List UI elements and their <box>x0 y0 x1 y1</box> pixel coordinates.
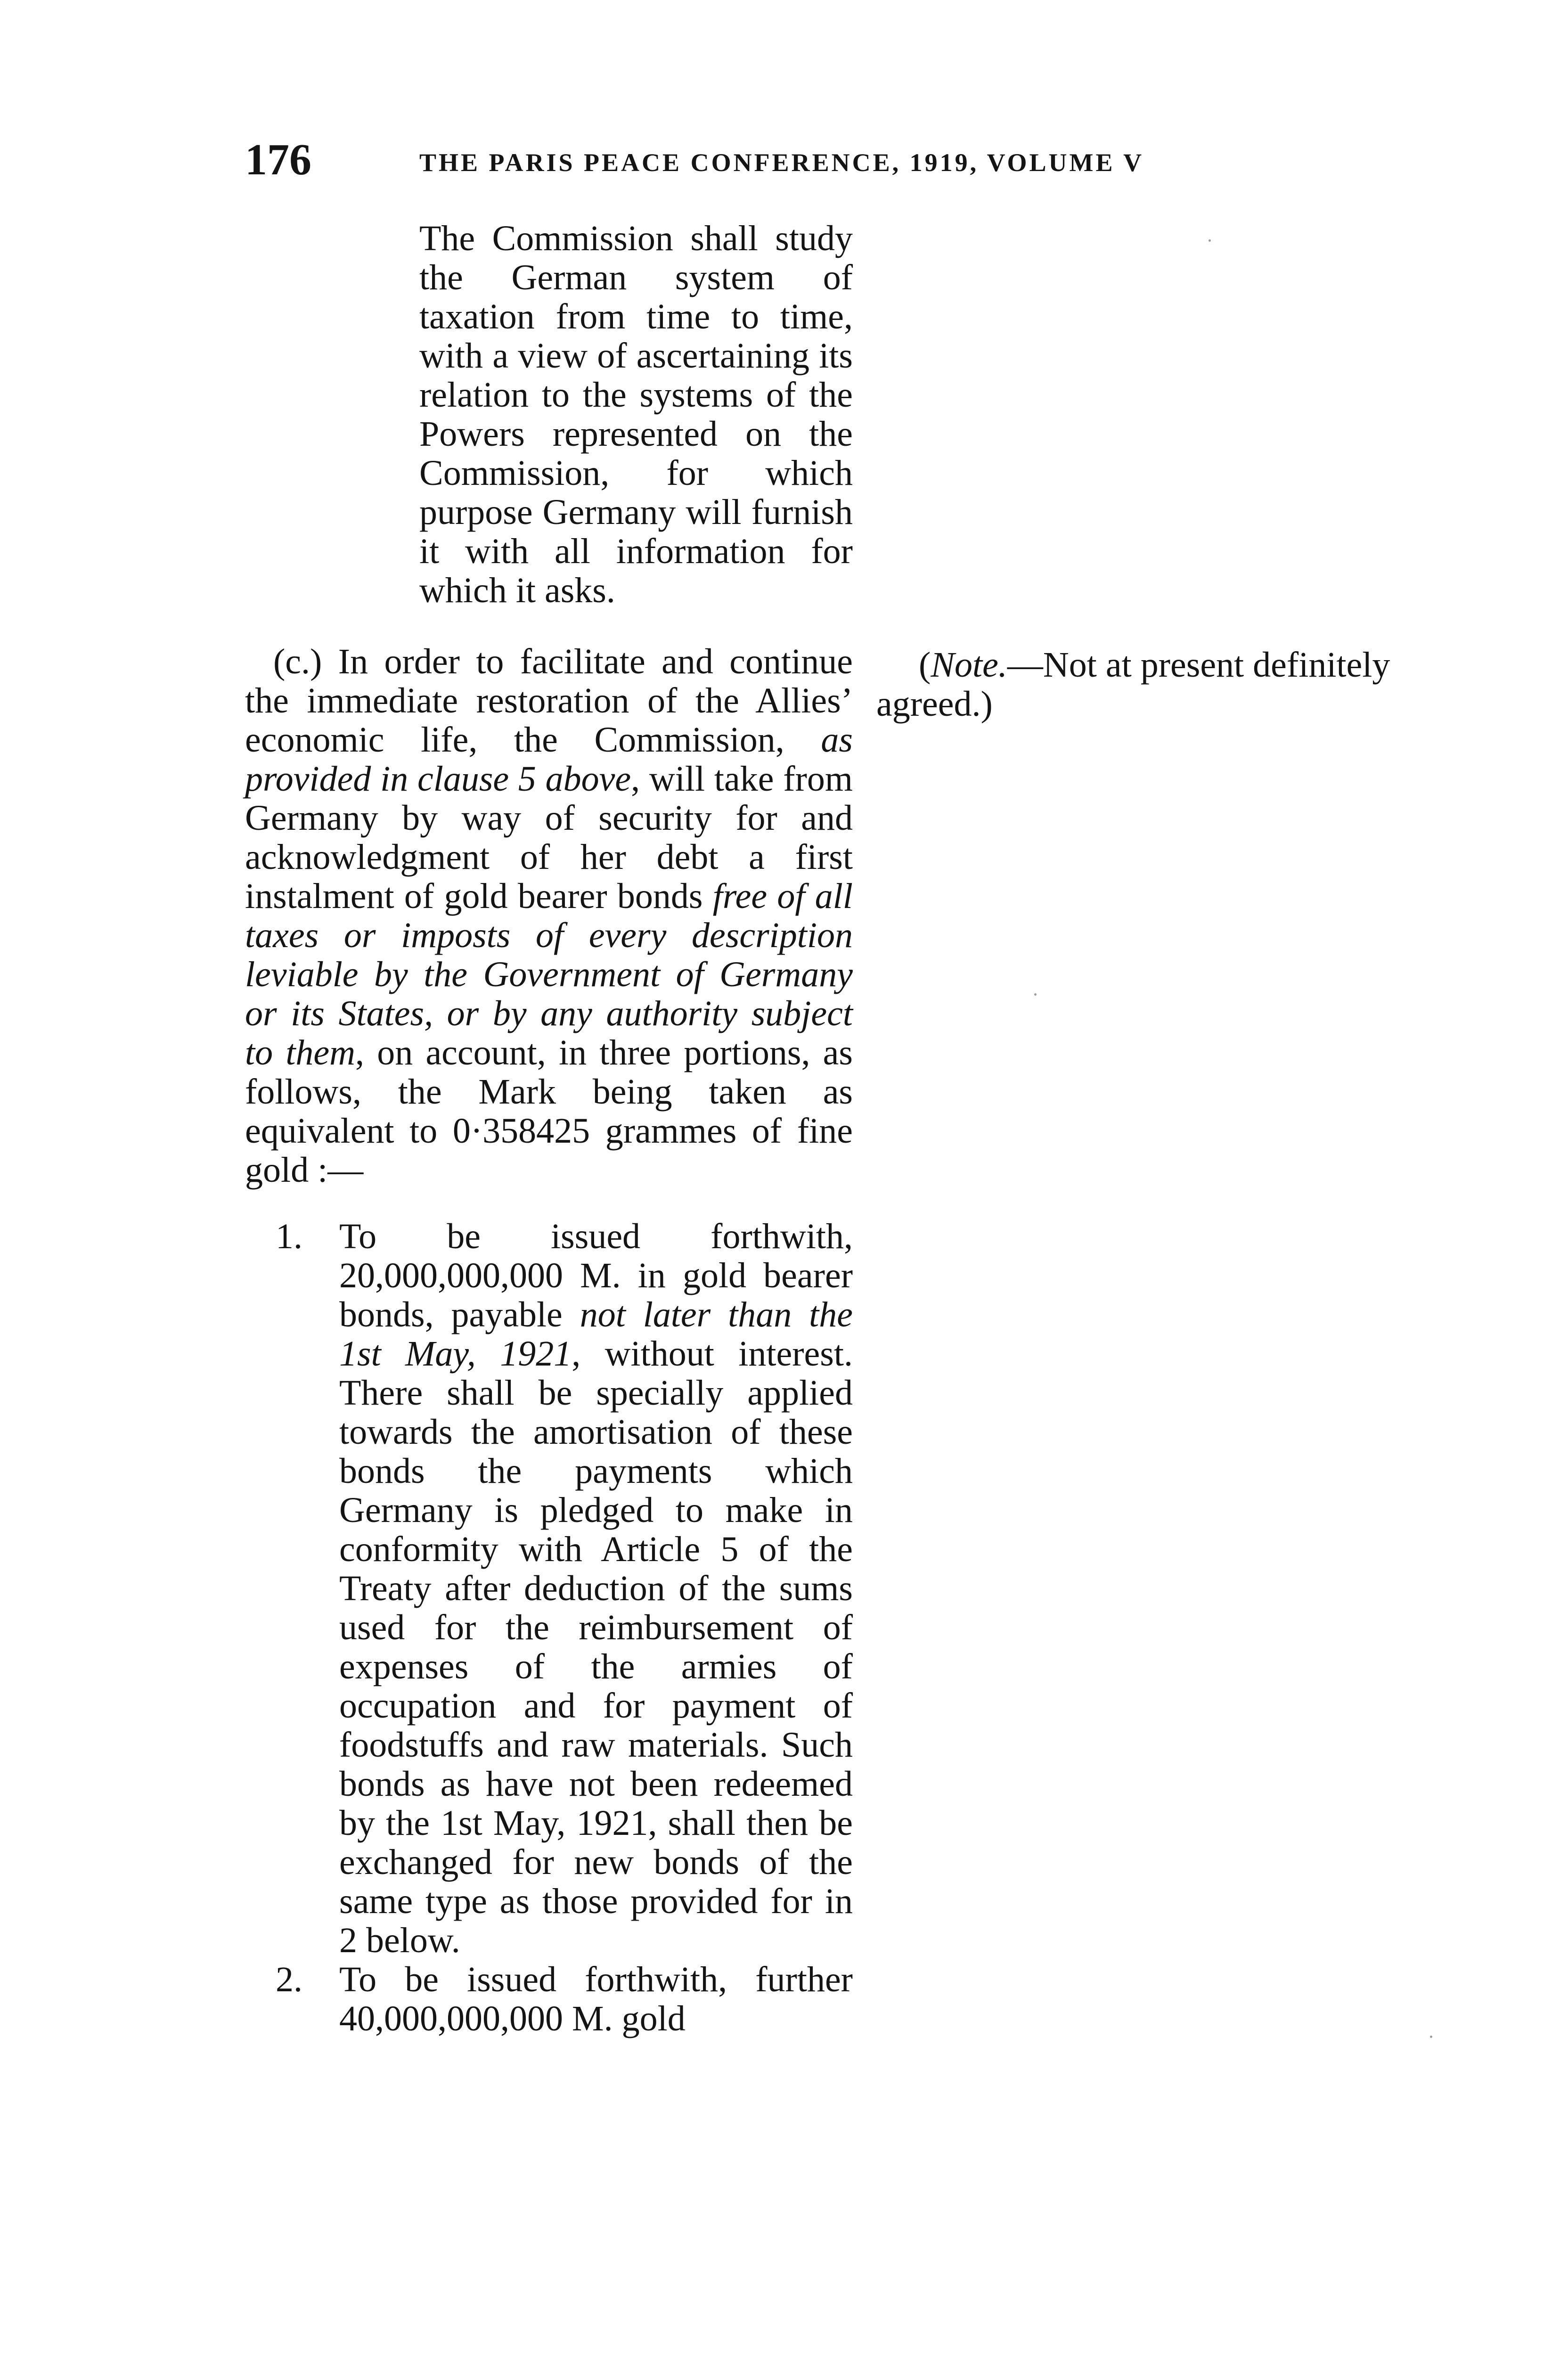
paragraph-c <box>245 642 853 1190</box>
list-item-1-italic: not later than the 1st May, 1921 <box>339 1295 853 1374</box>
paragraph-c-text-1: (c.) In order to facilitate and continue the immediate restoration of the Allies’ economic life, the Commission, <box>245 642 853 760</box>
paragraph-c-text-2: , will take from Germany by way of security for and acknowledgment of her debt a first instalment of gold bearer bonds <box>245 759 853 916</box>
main-column <box>245 219 853 2038</box>
paragraph-taxation <box>245 219 853 610</box>
page-header <box>245 135 1329 194</box>
side-note <box>876 646 1484 724</box>
side-note-line-2: agreed.) <box>876 684 993 724</box>
scan-speck <box>1209 239 1211 242</box>
side-note-text-1: —Not at present definitely <box>1007 645 1390 685</box>
list-item-2-text: To be issued forthwith, further 40,000,000,000 M. gold <box>339 1960 853 2038</box>
side-note-label: Note. <box>931 645 1007 685</box>
paragraph-c-italic-1: as provided in clause 5 above <box>245 720 853 799</box>
page-number: 176 <box>245 135 311 184</box>
scan-speck <box>1034 993 1037 996</box>
list-item-2 <box>245 1960 853 2038</box>
list-item-1 <box>245 1217 853 1960</box>
bond-portions-list <box>245 1217 853 2038</box>
side-note-open-paren: ( <box>919 645 931 685</box>
spacer <box>245 1190 853 1217</box>
side-note-line-1 <box>876 646 1484 685</box>
list-item-1-text-1: To be issued forthwith, 20,000,000,000 M. in gold bearer bonds, payable <box>339 1217 853 1334</box>
running-title: THE PARIS PEACE CONFERENCE, 1919, VOLUME V <box>419 148 1144 177</box>
paragraph-c-italic-2: free of all taxes or imposts of every description leviable by the Government of Germany or its States, or by any authority subject to them <box>245 876 853 1072</box>
paragraph-taxation-text: The Commission shall study the German system of taxation from time to time, with a view of ascertaining its relation to the systems of the Powers represented on the Commission, for which purpose Germany will furnish it with all information for which it asks. <box>419 219 853 610</box>
list-item-2-number: 2. <box>276 1960 302 1999</box>
list-item-1-number: 1. <box>276 1217 302 1256</box>
spacer <box>245 610 853 642</box>
scan-speck <box>1430 2036 1432 2038</box>
list-item-1-text-2: , without interest. There shall be specially applied towards the amortisation of these bonds the payments which Germany is pledged to make in conformity with Article 5 of the Treaty after deduction of the sums used for the reimbursement of expenses of the armies of occupation and for payment of foodstuffs and raw materials. Such bonds as have not been redeemed by the 1st May, 1921, shall then be exchanged for new bonds of the same type as those provided for in 2 below. <box>339 1334 853 1960</box>
paragraph-c-text-3: , on account, in three portions, as follows, the Mark being taken as equivalent to 0·358425 grammes of fine gold :— <box>245 1033 853 1190</box>
